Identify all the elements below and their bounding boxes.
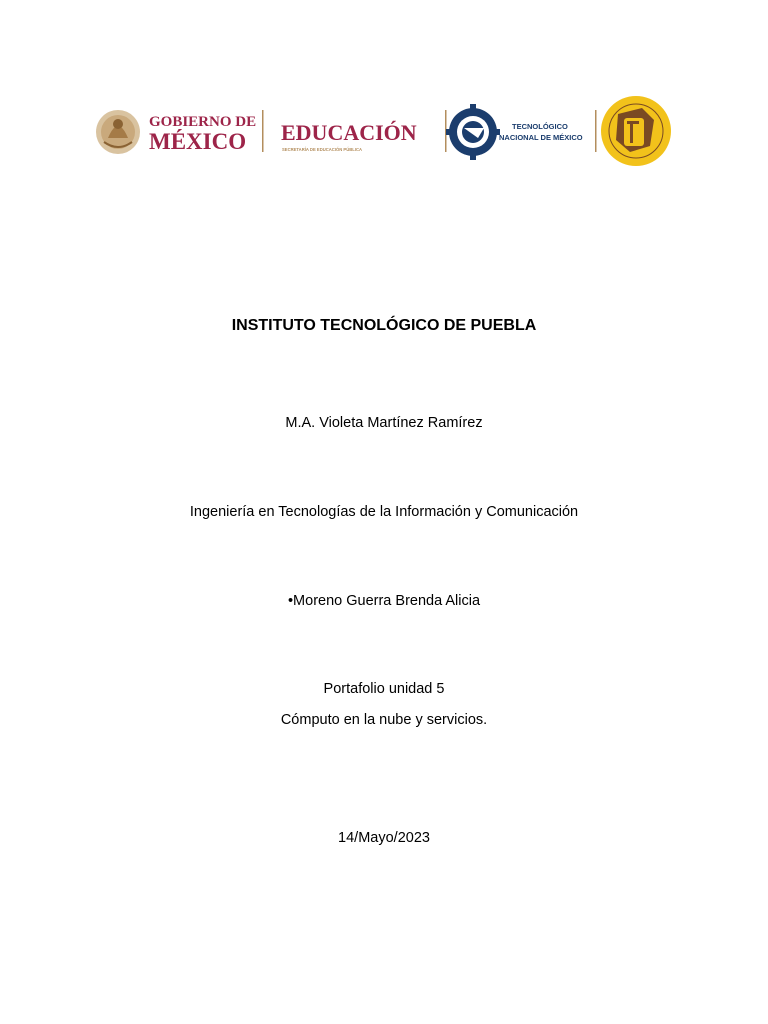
portfolio-title: Portafolio unidad 5 xyxy=(323,681,445,697)
document-date: 14/Mayo/2023 xyxy=(338,830,430,846)
subject-name: Cómputo en la nube y servicios. xyxy=(280,712,488,728)
coat-of-arms-icon xyxy=(96,110,140,154)
tecnm-line2: NACIONAL DE MÉXICO xyxy=(499,133,583,142)
logo-divider xyxy=(595,110,597,152)
gobierno-line2: MÉXICO xyxy=(149,129,247,154)
itp-badge-icon xyxy=(601,96,671,166)
advisor-name: M.A. Violeta Martínez Ramírez xyxy=(285,415,483,431)
logo-banner xyxy=(94,94,674,170)
educacion-subtitle: SECRETARÍA DE EDUCACIÓN PÚBLICA xyxy=(282,147,363,152)
student-name: •Moreno Guerra Brenda Alicia xyxy=(287,593,481,609)
institution-title: INSTITUTO TECNOLÓGICO DE PUEBLA xyxy=(231,317,537,334)
logo-divider xyxy=(262,110,264,152)
educacion-title: EDUCACIÓN xyxy=(281,120,417,145)
tecnm-line1: TECNOLÓGICO xyxy=(512,122,568,131)
gobierno-line1: GOBIERNO DE xyxy=(149,114,257,130)
tecnm-gear-icon xyxy=(446,104,500,160)
degree-program: Ingeniería en Tecnologías de la Información y Comunicación xyxy=(189,504,579,520)
